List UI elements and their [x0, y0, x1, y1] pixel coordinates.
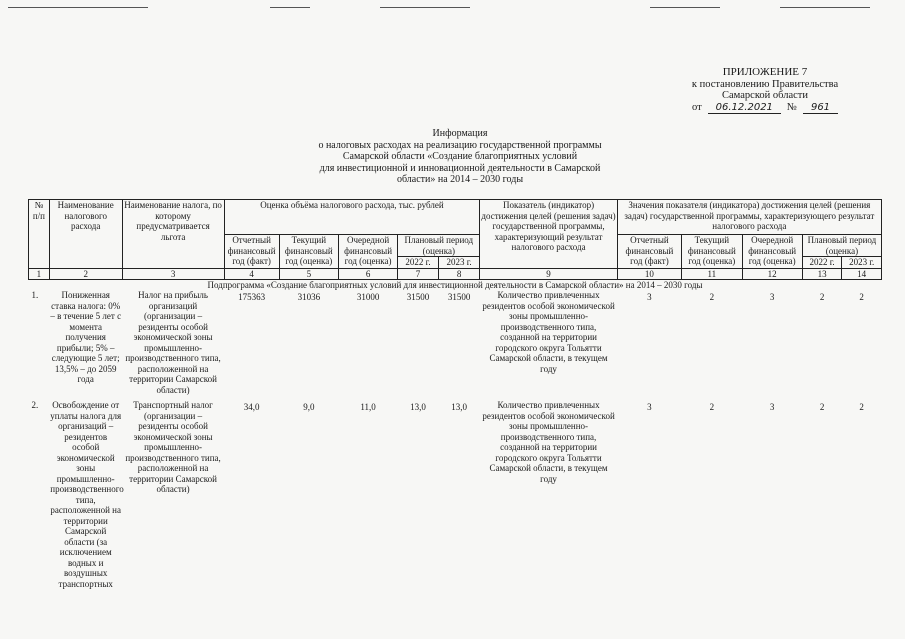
scan-mark [650, 7, 720, 8]
column-number: 8 [438, 268, 480, 279]
cell-value: 2 [709, 292, 715, 302]
header-reported: Отчетный финансовый год (факт) [224, 235, 279, 269]
column-number: 13 [802, 268, 842, 279]
cell-value: 3 [769, 402, 775, 412]
column-number: 3 [122, 268, 224, 279]
header-indicator: Показатель (индикатор) достижения целей (решения задач) государственной программы, характеризующий результат налогового расхода [480, 200, 617, 269]
cell-value: 13,0 [410, 402, 426, 412]
cell-value: 13,0 [451, 402, 467, 412]
cell-value: 34,0 [243, 402, 260, 412]
cell-value: 31500 [406, 292, 430, 302]
header-year-2023: 2023 г. [842, 257, 882, 269]
scan-mark [380, 7, 470, 8]
cell-value: 3 [769, 292, 775, 302]
cell-tax: Транспортный налог (организации – резиденты особой экономической зоны промышленно-производственного типа, расположенной на территории Самарской области) [125, 400, 221, 494]
cell-indicator: Количество привлеченных резидентов особой экономической зоны промышленно-производственного типа, созданной на территории городского округа Тольятти Самарской области, в текущем году [482, 290, 615, 374]
cell-name: Освобождение от уплаты налога для организаций – резидентов особой экономической зоны промышленно-производственного типа, расположенной на территории Самарской области (за исключением водных и воздушных транспортных [50, 400, 124, 589]
header-current: Текущий финансовый год (оценка) [682, 235, 742, 269]
header-current: Текущий финансовый год (оценка) [279, 235, 338, 269]
column-number: 10 [617, 268, 681, 279]
header-num: № п/п [29, 200, 50, 269]
header-next: Очередной финансовый год (оценка) [338, 235, 397, 269]
column-number: 4 [224, 268, 279, 279]
header-next: Очередной финансовый год (оценка) [742, 235, 802, 269]
column-number: 9 [480, 268, 617, 279]
cell-name: Пониженная ставка налога: 0% – в течение 5 лет с момента получения прибыли; 5% – следующие 5 лет; 13,5% – до 2059 года [50, 290, 122, 384]
column-number-row [29, 268, 882, 279]
header-volume: Оценка объёма налогового расхода, тыс. рублей [224, 200, 480, 235]
row-number: 2. [31, 400, 39, 410]
header-tax: Наименование налога, по которому предусматривается льгота [122, 200, 224, 269]
appendix-line: к постановлению Правительства [691, 78, 839, 90]
cell-value: 2 [859, 402, 864, 412]
column-number: 12 [742, 268, 802, 279]
cell-value: 3 [647, 402, 652, 412]
cell-value: 11,0 [360, 402, 376, 412]
column-number: 1 [29, 268, 50, 279]
handwritten-date: 06.12.2021 [708, 102, 781, 115]
column-number: 2 [49, 268, 122, 279]
appendix-block [660, 67, 870, 114]
table-row [29, 290, 882, 395]
cell-value: 31036 [297, 292, 321, 302]
title-line: Информация [432, 128, 488, 139]
header-year-2022: 2022 г. [398, 257, 439, 269]
appendix-line: Самарской области [722, 90, 808, 101]
subprogram-title: Подпрограмма «Создание благоприятных условий для инвестиционной деятельности в Самарской области» на 2014 – 2030 годы [207, 279, 703, 290]
header-reported: Отчетный финансовый год (факт) [617, 235, 681, 269]
handwritten-number: 961 [803, 102, 838, 115]
column-number: 5 [279, 268, 338, 279]
date-prefix: от [691, 101, 702, 113]
cell-value: 3 [647, 292, 652, 302]
header-values: Значения показателя (индикатора) достижения целей (решения задач) государственной программы, характеризующего результат налогового расхода [617, 200, 881, 235]
column-number: 11 [682, 268, 742, 279]
header-name: Наименование налогового расхода [49, 200, 122, 269]
header-year-2023: 2023 г. [438, 257, 480, 269]
cell-tax: Налог на прибыль организаций (организации – резиденты особой экономической зоны промышленно-производственного типа, расположенной на территории Самарской области) [125, 290, 221, 395]
column-number: 6 [338, 268, 397, 279]
header-planned: Плановый период (оценка) [398, 235, 480, 257]
document-title [280, 128, 640, 186]
column-number: 7 [398, 268, 439, 279]
header-planned: Плановый период (оценка) [802, 235, 881, 257]
scan-mark [8, 7, 148, 8]
header-year-2022: 2022 г. [802, 257, 842, 269]
row-number: 1. [31, 290, 39, 300]
table-row [29, 400, 882, 589]
cell-value: 9,0 [303, 402, 315, 412]
number-prefix: № [786, 101, 797, 113]
cell-value: 2 [819, 402, 825, 412]
cell-indicator: Количество привлеченных резидентов особой экономической зоны промышленно-производственного типа, созданной на территории городского округа Тольятти Самарской области, в текущем году [482, 400, 615, 484]
scan-mark [270, 7, 310, 8]
title-line: области» на 2014 – 2030 годы [396, 174, 524, 185]
cell-value: 2 [859, 292, 864, 302]
tax-expenditure-table [28, 199, 882, 589]
column-number: 14 [842, 268, 882, 279]
scan-mark [780, 7, 870, 8]
cell-value: 2 [709, 402, 715, 412]
cell-value: 31500 [447, 292, 471, 302]
cell-value: 175363 [238, 292, 266, 302]
title-line: о налоговых расходах на реализацию государственной программы [318, 139, 602, 151]
appendix-title: ПРИЛОЖЕНИЕ 7 [722, 66, 808, 78]
title-line: Самарской области «Создание благоприятных условий [342, 151, 578, 162]
appendix-date-line [660, 102, 870, 115]
cell-value: 2 [819, 292, 825, 302]
cell-value: 31000 [356, 292, 380, 302]
title-line: для инвестиционной и инновационной деятельности в Самарской [319, 162, 601, 174]
